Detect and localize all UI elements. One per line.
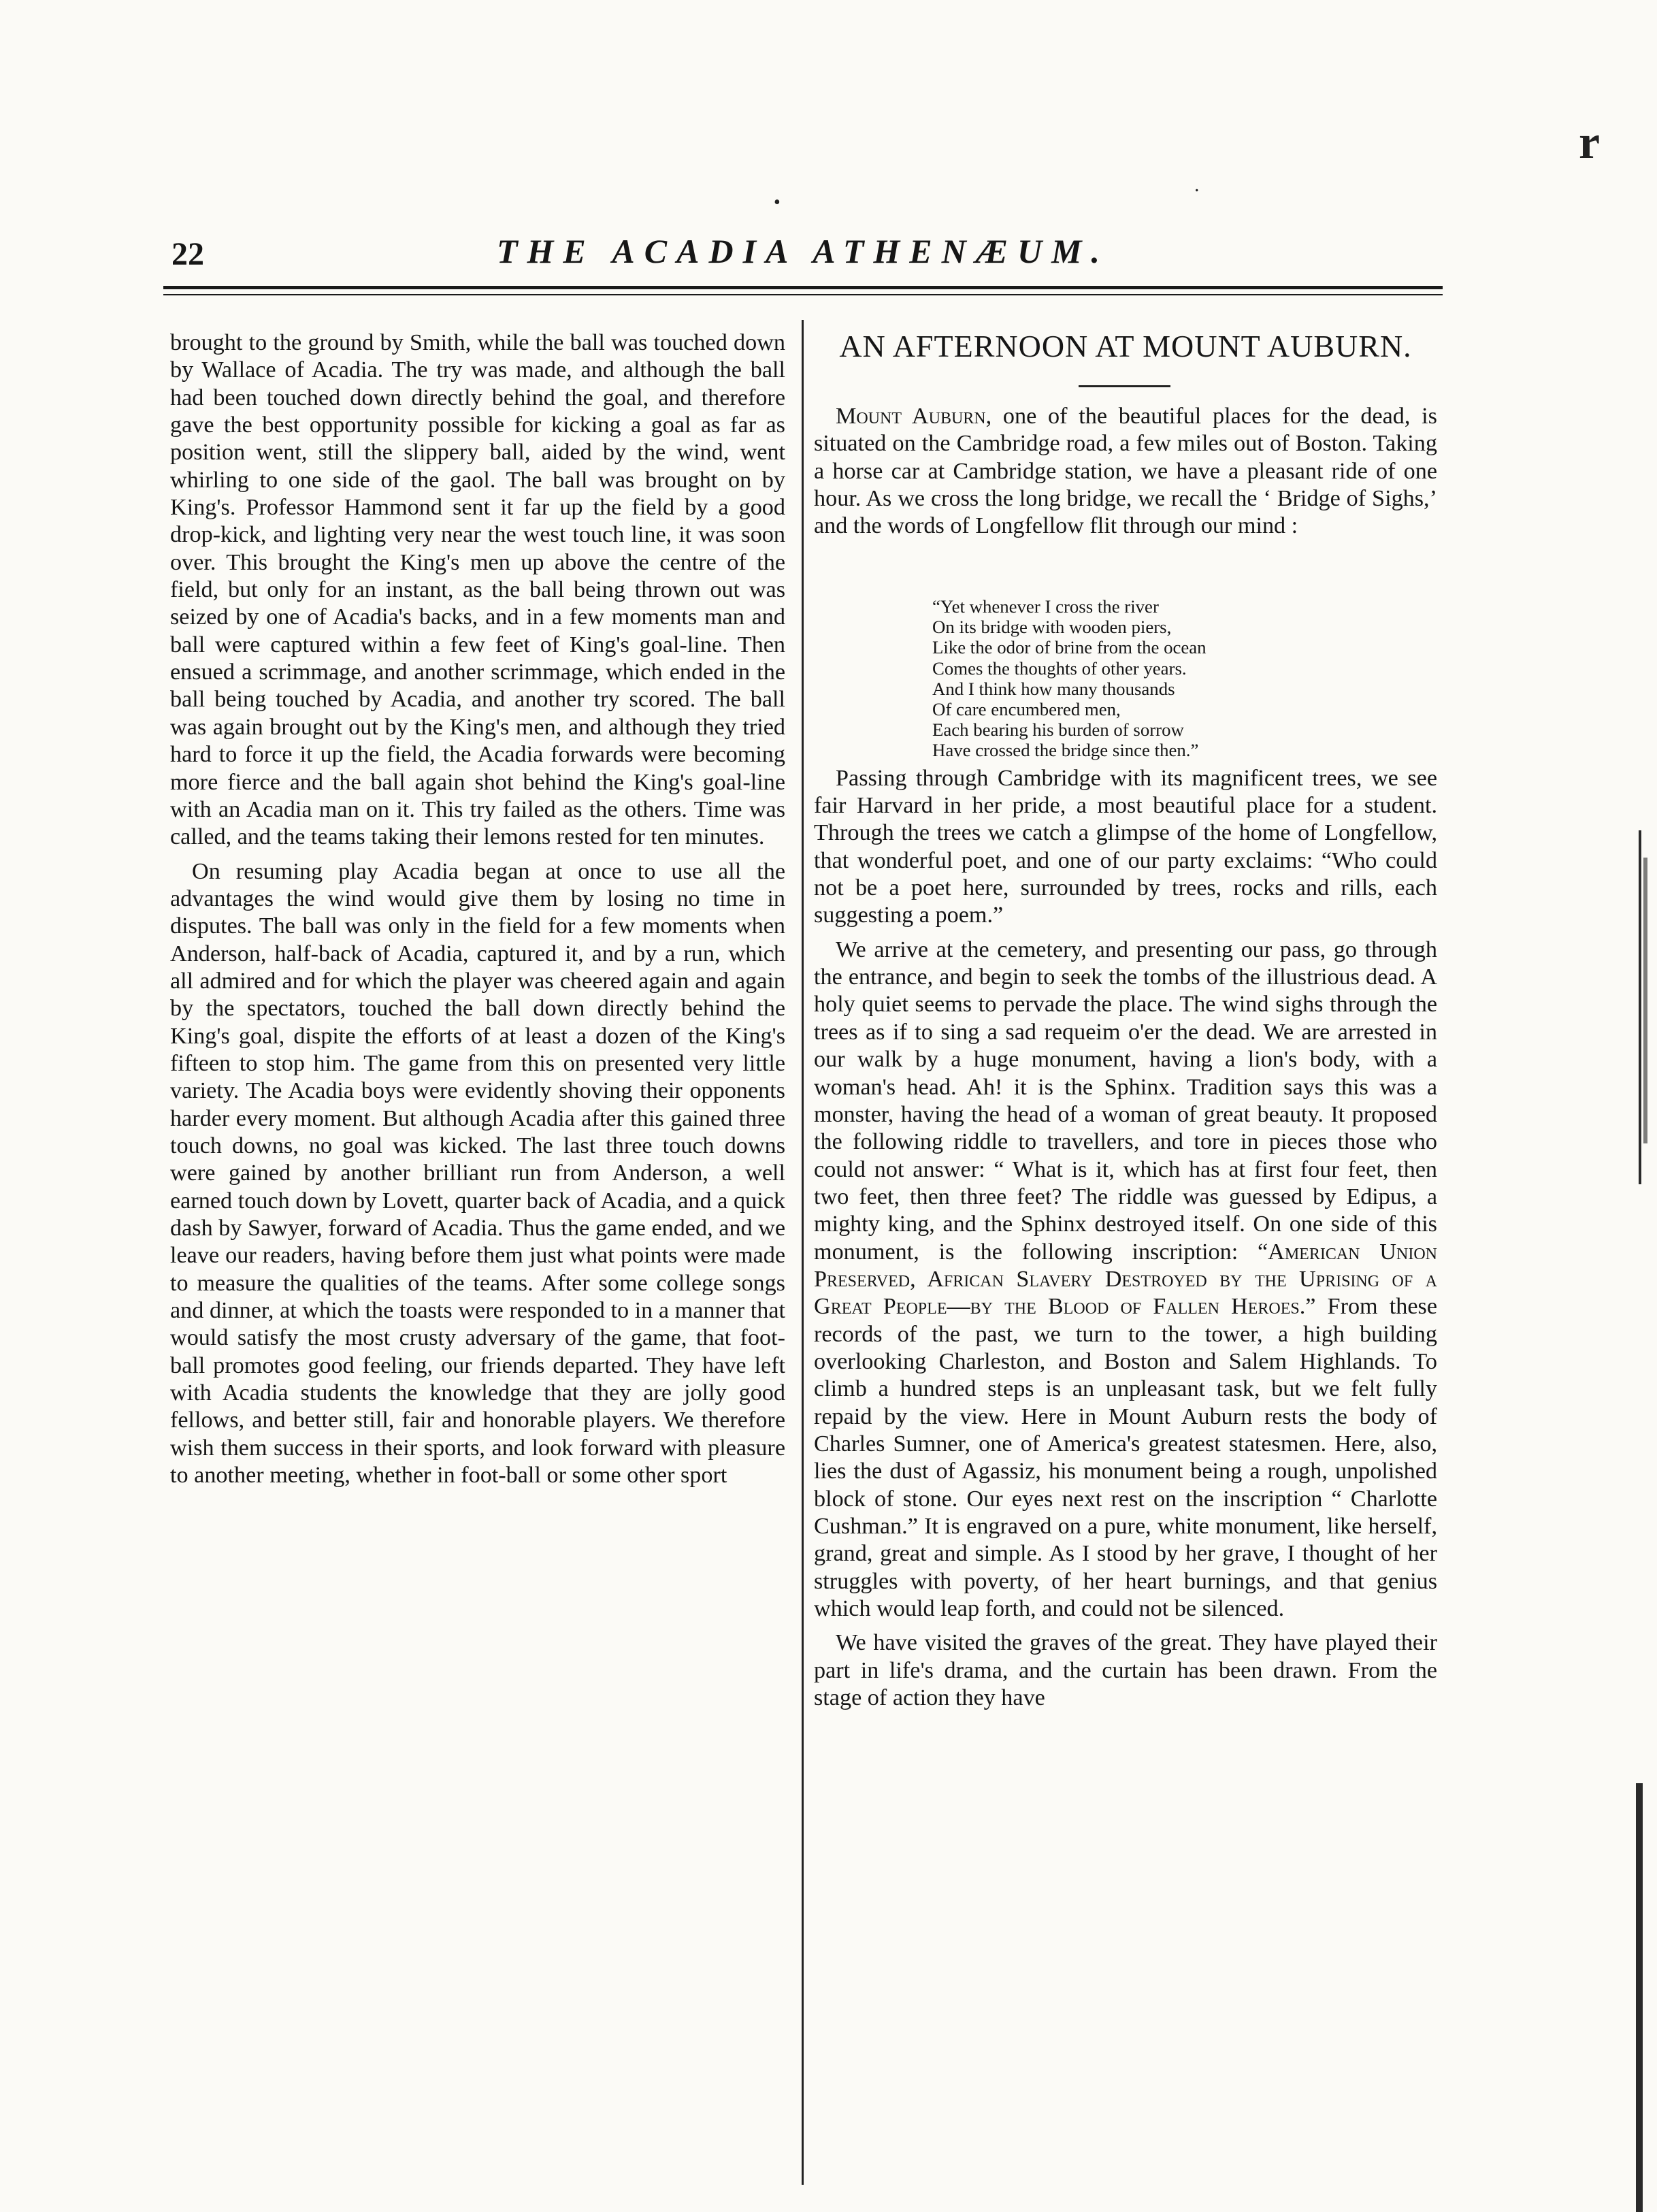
page-edge-mark bbox=[1639, 830, 1641, 1184]
running-title: THE ACADIA ATHENÆUM. bbox=[496, 232, 1110, 270]
page-edge-mark bbox=[1636, 1783, 1643, 2212]
text-run: ” From these records of the past, we turn to the tower, a high building overlooking Charleston, and Boston and Salem Highlands. To climb a hundred steps is an unpleasant task, but we felt fully repaid by the view. Here in Mount Auburn rests the body of Charles Sumner, one of America's greatest statesmen. Here, also, lies the dust of Agassiz, his monument being a rough, unpolished block of stone. Our eyes next rest on the inscription “ Charlotte Cushman.” It is engraved on a pure, white monument, like herself, grand, great and simple. As I stood by her grave, I thought of her struggles with poverty, of her heart burnings, and that genius which would leap forth, and could not be silenced. bbox=[814, 1294, 1437, 1622]
page-edge-mark bbox=[1643, 858, 1647, 1143]
poem-line: Of care encumbered men, bbox=[932, 699, 1121, 720]
paragraph: On resuming play Acadia began at once to use all the advantages the wind would give them by losing no time in disputes. The ball was only in the field for a few moments when Anderson, half-back of Acadia, captured it, and by a run, which all admired and for which the player was cheered again and again by the spectators, touched the ball down directly behind the King's goal, dispite the efforts of at least a dozen of the King's fifteen to stop him. The game from this on presented very little variety. The Acadia boys were evidently shoving their opponents harder every moment. But although Acadia after this gained three touch downs, no goal was kicked. The last three touch downs were gained by another brilliant run from Anderson, a well earned touch down by Lovett, quarter back of Acadia, and a quick dash by Sawyer, forward of Acadia. Thus the game ended, and we leave our readers, having before them just what points were made to measure the qualities of the teams. After some college songs and dinner, at which the toasts were responded to in a manner that would satisfy the most crusty adversary of the game, that foot-ball promotes good feeling, our friends departed. They have left with Acadia students the knowledge that they are jolly good fellows, and better still, fair and honorable players. We therefore wish them success in their sports, and look forward with pleasure to another meeting, whether in foot-ball or some other sport bbox=[170, 858, 785, 1489]
poem-line: On its bridge with wooden piers, bbox=[932, 617, 1172, 638]
stray-dot: • bbox=[774, 192, 781, 213]
margin-mark: r bbox=[1579, 116, 1601, 169]
paragraph bbox=[814, 937, 1437, 1623]
inscription: American Union Preserved, African Slavery Destroyed by the Uprising of a Great People—by the Blood of Fallen Heroes. bbox=[814, 1239, 1437, 1320]
left-column bbox=[170, 329, 785, 1489]
stray-dot: . bbox=[1194, 174, 1200, 196]
text-run: We arrive at the cemetery, and presenting our pass, go through the entrance, and begin to seek the tombs of the illustrious dead. A holy quiet seems to pervade the place. The wind sighs through the trees as if to sing a sad requeim o'er the dead. We are arrested in our walk by a huge monument, having a lion's body, with a woman's head. Ah! it is the Sphinx. Tradition says this was a monster, having the head of a woman of great beauty. It proposed the following riddle to travellers, and tore in pieces those who could not answer: “ What is it, which has at first four feet, then two feet, then three feet? The riddle was guessed by Edipus, a mighty king, and the Sphinx destroyed itself. On one side of this monument, is the following inscription: “ bbox=[814, 937, 1437, 1265]
intro-text: , one of the beautiful places for the dead, is situated on the Cambridge road, a few miles out of Boston. Taking a horse car at Cambridge station, we have a pleasant ride of one hour. As we cross the long bridge, we recall the ‘ Bridge of Sighs,’ and the words of Longfellow flit through our mind : bbox=[814, 404, 1437, 539]
poem-line: Like the odor of brine from the ocean bbox=[932, 637, 1207, 658]
title-rule bbox=[1079, 385, 1170, 387]
header-rule-thick bbox=[163, 286, 1443, 289]
poem-line: Have crossed the bridge since then.” bbox=[932, 740, 1199, 761]
column-divider bbox=[802, 320, 804, 2185]
paragraph: Passing through Cambridge with its magnificent trees, we see fair Harvard in her pride, a most beautiful place for a student. Through the trees we catch a glimpse of the home of Longfellow, that wonderful poet, and one of our party exclaims: “Who could not be a poet here, surrounded by trees, rocks and rills, each suggesting a poem.” bbox=[814, 765, 1437, 928]
poem-line: “Yet whenever I cross the river bbox=[932, 596, 1159, 617]
intro-lead: Mount Auburn bbox=[836, 404, 986, 429]
page-number: 22 bbox=[171, 236, 204, 272]
article-title: AN AFTERNOON AT MOUNT AUBURN. bbox=[839, 329, 1412, 363]
paragraph: brought to the ground by Smith, while the ball was touched down by Wallace of Acadia. The try was made, and although the ball had been touched down directly behind the goal, and therefore gave the best opportunity possible for kicking a goal as far as position went, still the slippery ball, aided by the wind, went whirling to one side of the gaol. The ball was brought on by King's. Professor Hammond sent it far up the field by a good drop-kick, and lighting very near the west touch line, it was soon over. This brought the King's men up above the centre of the field, but only for an instant, as the ball being thrown out was seized by one of Acadia's backs, and in a few moments man and ball were captured within a few feet of King's goal-line. Then ensued a scrimmage, and another scrimmage, which ended in the ball being touched by Acadia, and another try scored. The ball was again brought out by the King's men, and although they tried hard to force it up the field, the Acadia forwards were becoming more fierce and the ball again shot behind the King's goal-line with an Acadia man on it. This try failed as the others. Time was called, and the teams taking their lemons rested for ten minutes. bbox=[170, 330, 785, 850]
poem bbox=[932, 596, 1395, 761]
page-header bbox=[163, 231, 1443, 279]
poem-line: Comes the thoughts of other years. bbox=[932, 657, 1187, 679]
poem-line: And I think how many thousands bbox=[932, 678, 1175, 699]
header-rule-thin bbox=[163, 294, 1443, 295]
poem-line: Each bearing his burden of sorrow bbox=[932, 719, 1184, 741]
paragraph bbox=[814, 403, 1437, 540]
paragraph: We have visited the graves of the great. They have played their part in life's drama, and the curtain has been drawn. From the stage of action they have bbox=[814, 1630, 1437, 1711]
